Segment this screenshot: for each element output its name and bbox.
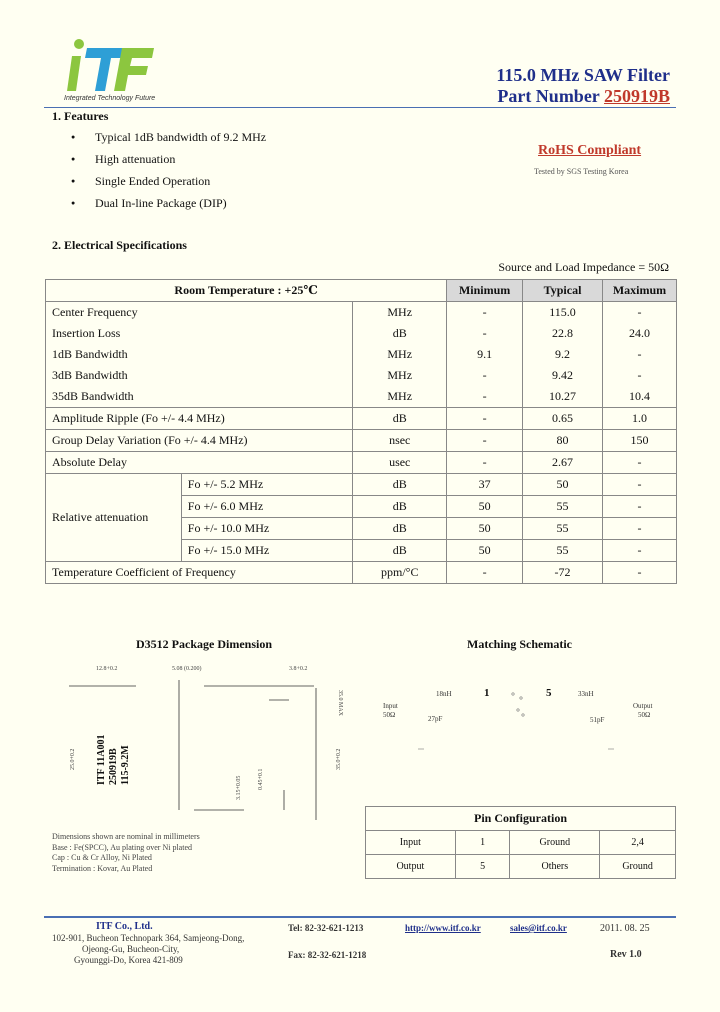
feature-item: ● High attenuation	[76, 152, 175, 167]
table-row: 35dB Bandwidth MHz - 10.27 10.4	[46, 386, 677, 408]
table-row: Relative attenuation Fo +/- 5.2 MHz dB 37 50 -	[46, 474, 677, 496]
table-row: 1dB Bandwidth MHz 9.1 9.2 -	[46, 344, 677, 365]
electrical-heading: 2. Electrical Specifications	[52, 238, 187, 252]
table-row: Output 5 Others Ground	[366, 855, 676, 879]
rohs-badge: RoHS Compliant	[538, 143, 642, 158]
electrical-spec-table	[45, 279, 677, 584]
pin-configuration-table	[365, 806, 676, 879]
package-notes: Dimensions shown are nominal in millimeters Base : Fe(SPCC), Au plating over Ni plated Cap : Cu & Cr Alloy, Ni Plated Termination : Kovar, Au Plated	[52, 832, 200, 873]
dim-label: 35.0+0.2	[336, 748, 342, 770]
table-row: Fo +/- 6.0 MHz dB 50 55 -	[46, 496, 677, 518]
footer-divider	[44, 916, 676, 918]
feature-item: ● Typical 1dB bandwidth of 9.2 MHz	[76, 130, 266, 145]
logo-caption: Integrated Technology Future	[64, 95, 156, 102]
footer-tel: Tel: 82-32-621-1213	[288, 923, 364, 933]
table-row: Fo +/- 15.0 MHz dB 50 55 -	[46, 540, 677, 562]
table-row: Group Delay Variation (Fo +/- 4.4 MHz) nsec - 80 150	[46, 430, 677, 452]
svg-text:1: 1	[484, 687, 490, 699]
table-row: Absolute Delay usec - 2.67 -	[46, 452, 677, 474]
dim-label: 35.0 MAX	[337, 690, 343, 717]
svg-text:51pF: 51pF	[590, 716, 605, 724]
email-link[interactable]: sales@itf.co.kr	[510, 923, 567, 933]
svg-text:Output: Output	[633, 702, 653, 710]
svg-text:27pF: 27pF	[428, 715, 443, 723]
dim-label: 3.15+0.05	[236, 775, 242, 800]
matching-schematic	[378, 680, 678, 760]
table-row: Insertion Loss dB - 22.8 24.0	[46, 323, 677, 344]
table-row: Fo +/- 10.0 MHz dB 50 55 -	[46, 518, 677, 540]
header-divider	[44, 107, 676, 108]
marking-line: ITF 11A001	[96, 734, 107, 785]
svg-text:5: 5	[546, 687, 552, 699]
table-row: Center Frequency MHz - 115.0 -	[46, 302, 677, 324]
footer-date: 2011. 08. 25	[600, 923, 650, 934]
relative-attenuation-label: Relative attenuation	[46, 474, 182, 562]
dim-label: 3.8+0.2	[289, 666, 308, 672]
marking-line: 115-9.2M	[120, 745, 131, 785]
feature-item: ● Single Ended Operation	[76, 174, 210, 189]
feature-item: ● Dual In-line Package (DIP)	[76, 196, 227, 211]
svg-text:50Ω: 50Ω	[383, 711, 396, 719]
footer-fax: Fax: 82-32-621-1218	[288, 950, 367, 960]
svg-text:Input: Input	[383, 702, 398, 710]
pin-config-title: Pin Configuration	[366, 807, 676, 831]
footer-address: 102-901, Bucheon Technopark 364, Samjeong-Dong, Ojeong-Gu, Bucheon-City, Gyounggi-Do, Korea 421-809	[52, 933, 245, 965]
svg-text:33nH: 33nH	[578, 690, 594, 698]
package-dimension-drawing	[44, 660, 364, 830]
typ-header: Typical	[523, 280, 603, 302]
footer-revision: Rev 1.0	[610, 949, 642, 960]
table-row: Temperature Coefficient of Frequency ppm/°C - -72 -	[46, 562, 677, 584]
document-title: 115.0 MHz SAW Filter	[496, 65, 670, 85]
part-number-label: Part Number	[497, 86, 600, 106]
table-row: Amplitude Ripple (Fo +/- 4.4 MHz) dB - 0.65 1.0	[46, 408, 677, 430]
svg-text:50Ω: 50Ω	[638, 711, 651, 719]
impedance-note: Source and Load Impedance = 50Ω	[498, 260, 669, 274]
table-row: 3dB Bandwidth MHz - 9.42 -	[46, 365, 677, 386]
svg-text:18nH: 18nH	[436, 690, 452, 698]
part-number	[497, 86, 670, 107]
website-link[interactable]: http://www.itf.co.kr	[405, 923, 481, 933]
room-temp-header: Room Temperature : +25℃	[46, 280, 447, 302]
package-title: D3512 Package Dimension	[136, 637, 272, 651]
dim-label: 5.08 (0.200)	[172, 666, 202, 672]
footer-company: ITF Co., Ltd.	[96, 921, 153, 932]
min-header: Minimum	[447, 280, 523, 302]
dim-label: 25.0+0.2	[70, 748, 76, 770]
marking-line: 250919B	[108, 748, 119, 785]
dim-label: 12.8+0.2	[96, 666, 118, 672]
table-header-row	[46, 280, 677, 302]
table-row: Input 1 Ground 2,4	[366, 831, 676, 855]
max-header: Maximum	[602, 280, 676, 302]
rohs-tested-by: Tested by SGS Testing Korea	[534, 167, 629, 176]
features-heading: 1. Features	[52, 109, 109, 123]
dim-label: 0.45+0.1	[258, 768, 264, 790]
part-number-value: 250919B	[603, 86, 670, 106]
schematic-title: Matching Schematic	[467, 637, 572, 651]
